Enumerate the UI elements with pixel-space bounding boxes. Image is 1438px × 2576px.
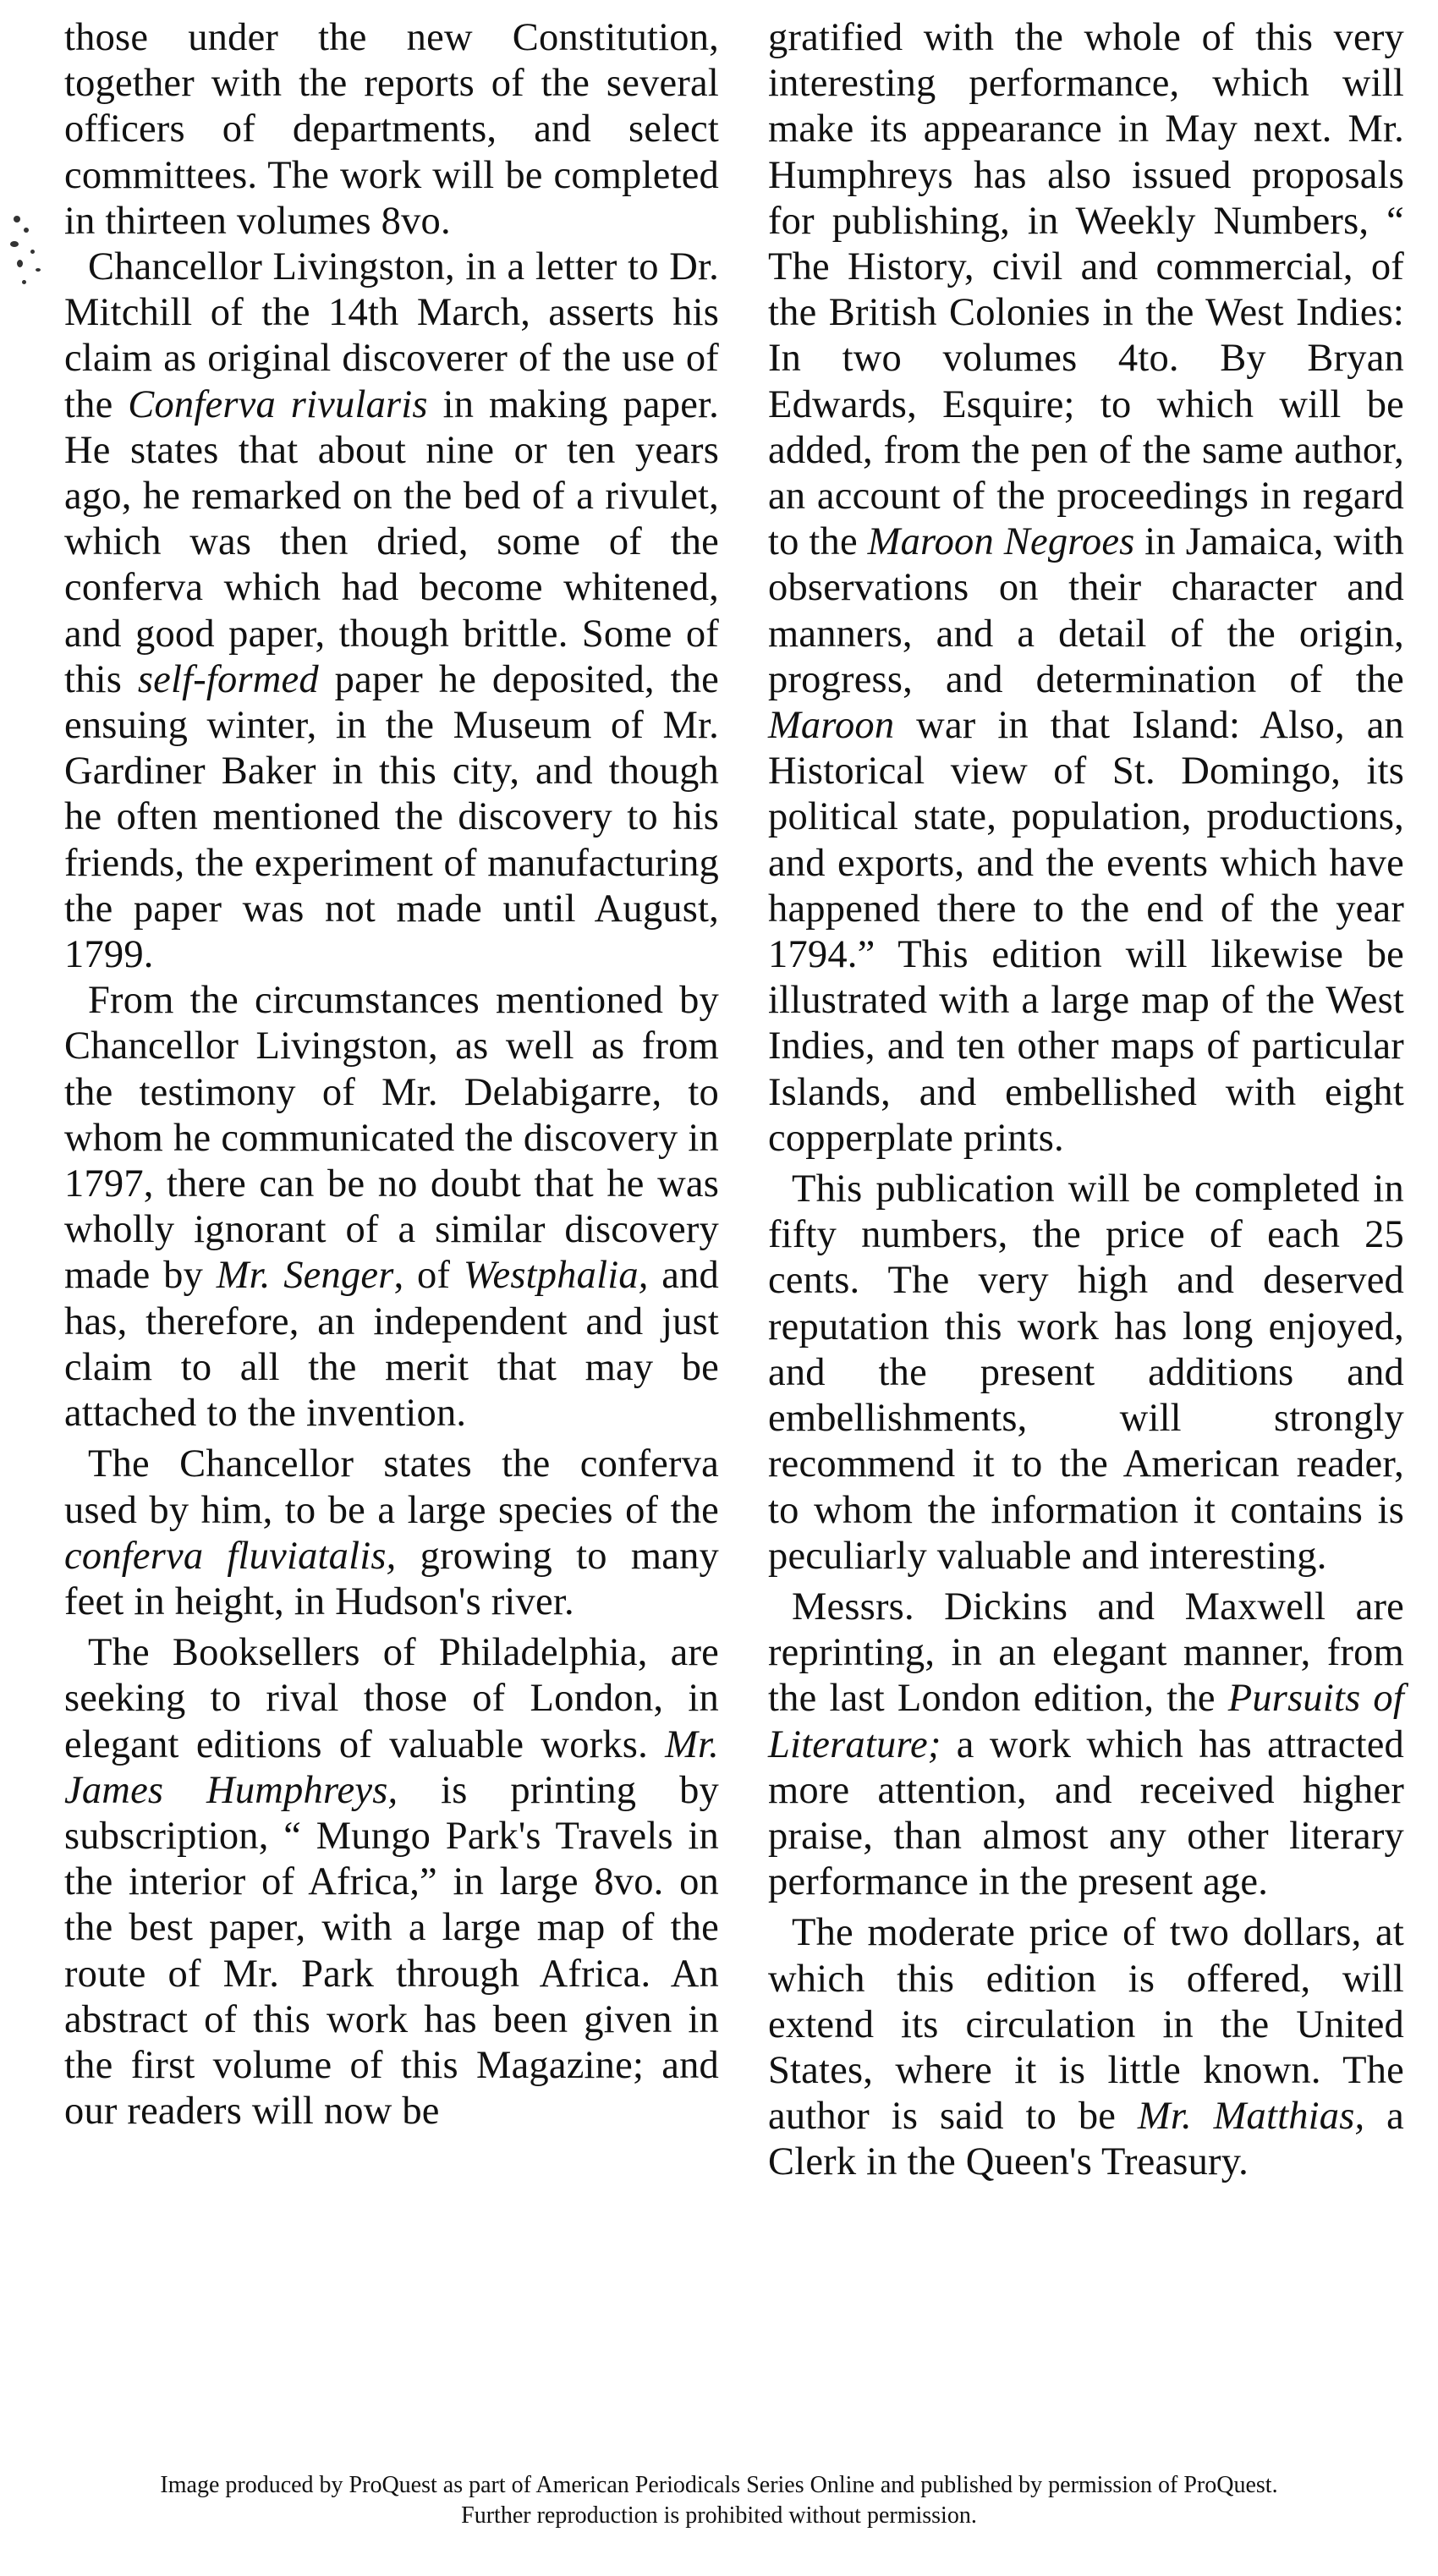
paragraph-philadelphia-booksellers: The Booksellers of Philadelphia, are seeking to rival those of London, in elegant editions of valuable works. Mr. James Humphreys, is printing by subscription, “ Mungo Park's Travels in the interior of Africa,” in large 8vo. on the best paper, with a large map of the route of Mr. Park through Africa. An abstract of this work has been given in the first volume of this Magazine; and our readers will now be [64,1631,719,2134]
paragraph-livingston-letter: Chancellor Livingston, in a letter to Dr. Mitchill of the 14th March, asserts his claim as original discoverer of the use of the Conferva rivularis in making paper. He states that about nine or ten years ago, he remarked on the bed of a rivulet, which was then dried, some of the conferva which had become whitened, and good paper, though brittle. Some of this self-formed paper he deposited, the ensuing winter, in the Museum of Mr. Gardiner Baker in this city, and though he often mentioned the discovery to his friends, the experiment of manufacturing the paper was not made until August, 1799. [64,245,720,977]
ink-speck-decoration [5,207,56,300]
left-column [64,15,719,2134]
right-column [768,15,1404,2186]
paragraph-delabigarre-testimony: From the circumstances mentioned by Chancellor Livingston, as well as from the testimony of Mr. Delabigarre, to whom he communicated the discovery in 1797, there can be no doubt that he was wholly ignorant of a similar discovery made by Mr. Senger, of Westphalia, and has, therefore, an independent and just claim to all the merit that may be attached to the invention. [64,979,719,1436]
footer-line-reproduction: Further reproduction is prohibited without permission. [461,2502,977,2529]
paragraph-constitution-volumes: those under the new Constitution, together with the reports of the several officers of departments, and select committees. The work will be completed in thirteen volumes 8vo. [64,16,719,243]
paragraph-humphreys-proposals: gratified with the whole of this very interesting performance, which will make its appearance in May next. Mr. Humphreys has also issued proposals for publishing, in Weekly Numbers, “ The History, civil and commercial, of the British Colonies in the West Indies: In two volumes 4to. By Bryan Edwards, Esquire; to which will be added, from the pen of the same author, an account of the proceedings in regard to the Maroon Negroes in Jamaica, with observations on their character and manners, and a detail of the origin, progress, and determination of the Maroon war in that Island: Also, an Historical view of St. Domingo, its political state, population, productions, and exports, and the events which have happened there to the end of the year 1794.” This edition will likewise be illustrated with a large map of the West Indies, and ten other maps of particular Islands, and embellished with eight copperplate prints. [768,16,1404,1160]
paragraph-dickins-maxwell: Messrs. Dickins and Maxwell are reprinting, in an elegant manner, from the last London edition, the Pursuits of Literature; a work which has attracted more attention, and received higher praise, than almost any other literary performance in the present age. [768,1585,1404,1904]
paragraph-publication-price: This publication will be completed in fifty numbers, the price of each 25 cents. The very high and deserved reputation this work has long enjoyed, and the present additions and embellishments, will strongly recommend it to the American reader, to whom the information it contains is peculiarly valuable and interesting. [768,1167,1404,1578]
paragraph-moderate-price: The moderate price of two dollars, at which this edition is offered, will extend its circulation in the United States, where it is little known. The author is said to be Mr. Matthias, a Clerk in the Queen's Treasury. [768,1911,1404,2184]
paragraph-conferva-species: The Chancellor states the conferva used by him, to be a large species of the conferva fluviatalis, growing to many feet in height, in Hudson's river. [64,1442,719,1623]
footer-line-permission: Image produced by ProQuest as part of American Periodicals Series Online and published by permission of ProQuest. [160,2472,1278,2498]
proquest-footer [0,2470,1438,2531]
